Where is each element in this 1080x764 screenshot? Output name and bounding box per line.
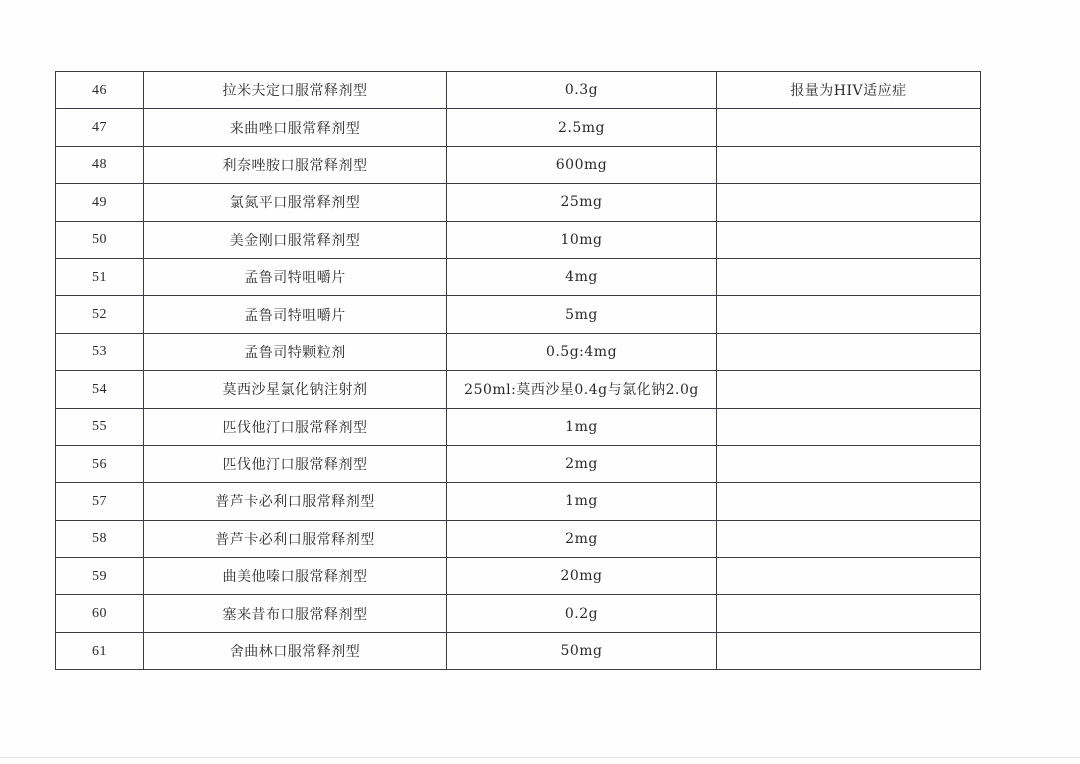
- drug-name-text: 美金刚口服常释剂型: [229, 232, 361, 249]
- specification-text: 5mg: [565, 306, 598, 323]
- drug-name-text: 曲美他嗪口服常释剂型: [222, 569, 368, 586]
- specification-cell: [447, 632, 717, 669]
- remark-cell: [717, 109, 981, 146]
- row-number-cell: [56, 146, 144, 183]
- table-row: [56, 520, 981, 557]
- table-row: [56, 258, 981, 295]
- row-number-text: 52: [92, 307, 107, 323]
- remark-text: 报量为HIV适应症: [790, 83, 907, 100]
- remark-cell: [717, 595, 981, 632]
- row-number-text: 46: [92, 82, 107, 98]
- drug-name-cell: [144, 109, 447, 146]
- drug-name-cell: [144, 184, 447, 221]
- specification-text: 2mg: [565, 456, 598, 473]
- row-number-cell: [56, 221, 144, 258]
- row-number-text: 47: [92, 120, 107, 136]
- specification-text: 1mg: [565, 418, 598, 435]
- drug-name-text: 匹伐他汀口服常释剂型: [222, 457, 368, 474]
- row-number-text: 57: [92, 493, 107, 509]
- table-row: [56, 109, 981, 146]
- table-row: [56, 333, 981, 370]
- drug-name-text: 普芦卡必利口服常释剂型: [215, 494, 375, 511]
- drug-name-text: 孟鲁司特颗粒剂: [244, 344, 346, 361]
- drug-name-text: 孟鲁司特咀嚼片: [244, 270, 346, 287]
- remark-cell: [717, 258, 981, 295]
- specification-cell: [447, 371, 717, 408]
- specification-text: 20mg: [560, 568, 603, 585]
- drug-name-text: 氯氮平口服常释剂型: [229, 195, 361, 212]
- table-row: [56, 558, 981, 595]
- specification-text: 0.3g: [564, 82, 599, 99]
- specification-cell: [447, 109, 717, 146]
- drug-name-text: 普芦卡必利口服常释剂型: [215, 531, 375, 548]
- drug-name-cell: [144, 595, 447, 632]
- specification-text: 2.5mg: [557, 119, 605, 136]
- specification-text: 25mg: [560, 194, 603, 211]
- drug-name-cell: [144, 408, 447, 445]
- row-number-text: 49: [92, 194, 107, 210]
- remark-cell: [717, 296, 981, 333]
- remark-cell: [717, 146, 981, 183]
- row-number-text: 60: [92, 606, 107, 622]
- specification-cell: [447, 72, 717, 109]
- row-number-cell: [56, 296, 144, 333]
- table-row: [56, 184, 981, 221]
- specification-text: 0.2g: [564, 605, 599, 622]
- table-row: [56, 408, 981, 445]
- specification-text: 4mg: [565, 269, 598, 286]
- drug-name-cell: [144, 483, 447, 520]
- row-number-text: 58: [92, 531, 107, 547]
- row-number-cell: [56, 72, 144, 109]
- drug-name-text: 来曲唑口服常释剂型: [229, 120, 361, 137]
- remark-cell: [717, 371, 981, 408]
- drug-name-text: 匹伐他汀口服常释剂型: [222, 419, 368, 436]
- drug-list-table: [55, 71, 981, 670]
- table-row: [56, 146, 981, 183]
- specification-cell: [447, 184, 717, 221]
- row-number-text: 61: [92, 643, 107, 659]
- row-number-text: 53: [92, 344, 107, 360]
- remark-cell: [717, 333, 981, 370]
- drug-name-cell: [144, 632, 447, 669]
- remark-cell: [717, 221, 981, 258]
- drug-name-cell: [144, 333, 447, 370]
- row-number-cell: [56, 333, 144, 370]
- page-bottom-edge: [0, 757, 1080, 758]
- table-row: [56, 296, 981, 333]
- specification-text: 250ml:莫西沙星0.4g与氯化钠2.0g: [464, 382, 699, 399]
- specification-text: 1mg: [565, 493, 598, 510]
- specification-cell: [447, 408, 717, 445]
- drug-name-cell: [144, 296, 447, 333]
- table-row: [56, 221, 981, 258]
- specification-cell: [447, 146, 717, 183]
- drug-name-cell: [144, 72, 447, 109]
- specification-cell: [447, 296, 717, 333]
- specification-cell: [447, 483, 717, 520]
- specification-text: 50mg: [560, 643, 603, 660]
- remark-cell: [717, 558, 981, 595]
- drug-name-cell: [144, 371, 447, 408]
- row-number-cell: [56, 632, 144, 669]
- drug-name-text: 拉米夫定口服常释剂型: [222, 83, 368, 100]
- table-row: [56, 371, 981, 408]
- row-number-text: 51: [92, 269, 107, 285]
- specification-cell: [447, 333, 717, 370]
- specification-cell: [447, 595, 717, 632]
- specification-text: 600mg: [555, 156, 608, 173]
- drug-name-text: 塞来昔布口服常释剂型: [222, 606, 368, 623]
- drug-name-cell: [144, 520, 447, 557]
- specification-cell: [447, 221, 717, 258]
- specification-cell: [447, 445, 717, 482]
- row-number-cell: [56, 445, 144, 482]
- specification-text: 2mg: [565, 530, 598, 547]
- row-number-cell: [56, 371, 144, 408]
- drug-name-cell: [144, 445, 447, 482]
- table-row: [56, 595, 981, 632]
- drug-name-cell: [144, 221, 447, 258]
- row-number-text: 48: [92, 157, 107, 173]
- table-row: [56, 483, 981, 520]
- row-number-cell: [56, 520, 144, 557]
- row-number-cell: [56, 558, 144, 595]
- row-number-text: 50: [92, 232, 107, 248]
- specification-cell: [447, 558, 717, 595]
- table-body: [56, 72, 981, 670]
- row-number-cell: [56, 408, 144, 445]
- drug-name-cell: [144, 558, 447, 595]
- drug-name-text: 舍曲林口服常释剂型: [229, 644, 361, 661]
- drug-name-text: 利奈唑胺口服常释剂型: [222, 157, 368, 174]
- specification-cell: [447, 258, 717, 295]
- row-number-cell: [56, 483, 144, 520]
- row-number-text: 56: [92, 456, 107, 472]
- specification-text: 10mg: [560, 231, 603, 248]
- remark-cell: [717, 483, 981, 520]
- table-row: [56, 632, 981, 669]
- table-row: [56, 445, 981, 482]
- remark-cell: [717, 632, 981, 669]
- drug-name-cell: [144, 258, 447, 295]
- remark-cell: [717, 445, 981, 482]
- row-number-cell: [56, 595, 144, 632]
- table-row: [56, 72, 981, 109]
- drug-name-cell: [144, 146, 447, 183]
- row-number-cell: [56, 258, 144, 295]
- row-number-cell: [56, 184, 144, 221]
- remark-cell: [717, 72, 981, 109]
- drug-name-text: 莫西沙星氯化钠注射剂: [222, 382, 368, 399]
- row-number-text: 59: [92, 568, 107, 584]
- remark-cell: [717, 408, 981, 445]
- remark-cell: [717, 520, 981, 557]
- specification-text: 0.5g:4mg: [545, 343, 618, 360]
- remark-cell: [717, 184, 981, 221]
- specification-cell: [447, 520, 717, 557]
- row-number-text: 55: [92, 419, 107, 435]
- row-number-text: 54: [92, 381, 107, 397]
- drug-name-text: 孟鲁司特咀嚼片: [244, 307, 346, 324]
- row-number-cell: [56, 109, 144, 146]
